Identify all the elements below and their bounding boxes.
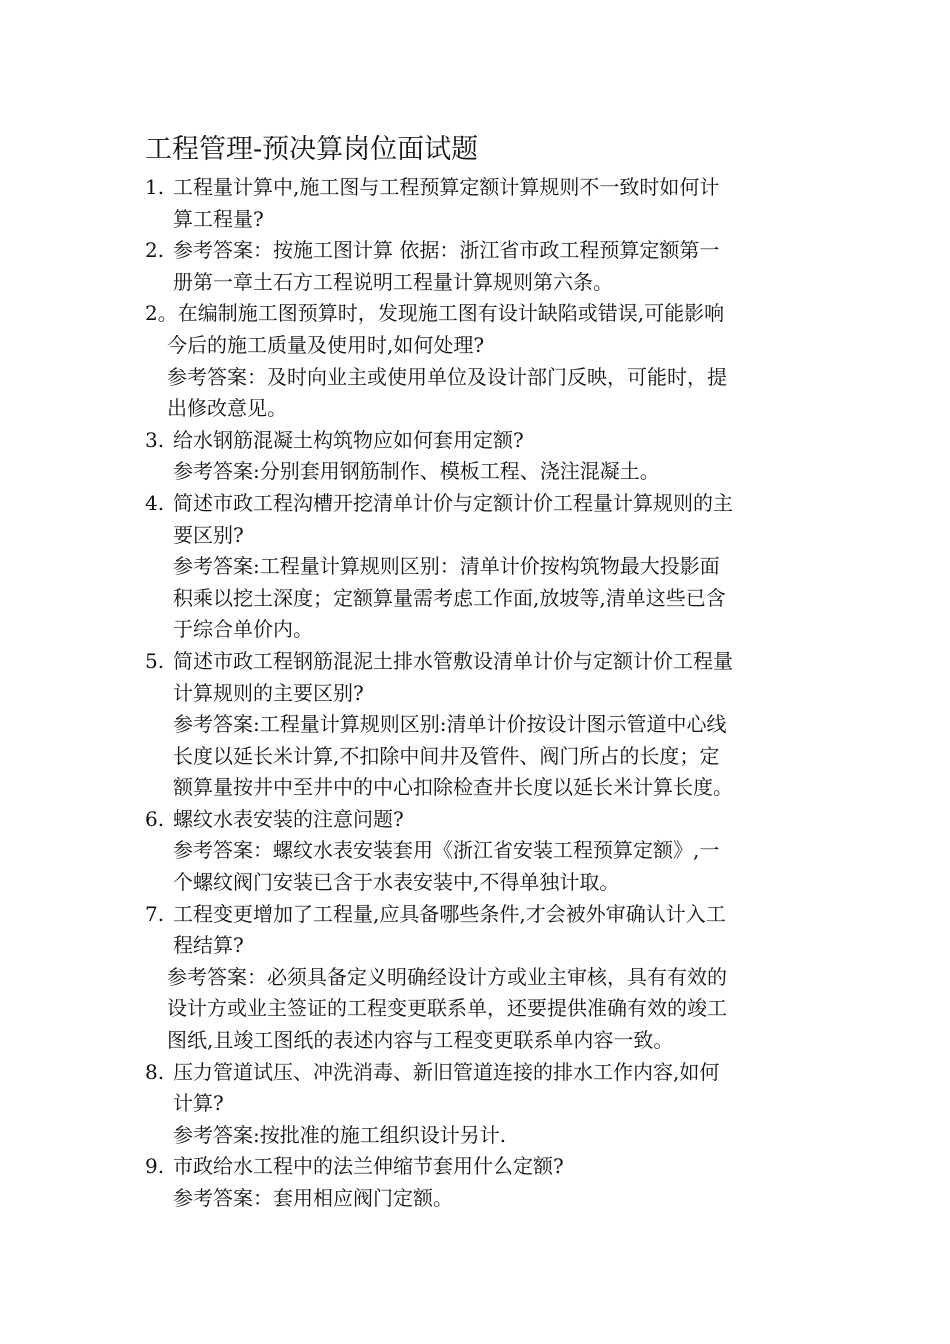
- line-text: 工程量计算中,施工图与工程预算定额计算规则不一致时如何计: [173, 175, 720, 199]
- text-line: [145, 172, 813, 204]
- text-line: [145, 520, 813, 552]
- text-line: [145, 488, 813, 520]
- line-text: 于综合单价内。: [173, 617, 313, 642]
- text-line: [145, 1057, 813, 1089]
- line-text: 参考答案：按施工图计算 依据：浙江省市政工程预算定额第一: [173, 238, 720, 263]
- line-text: 参考答案:工程量计算规则区别：清单计价按构筑物最大投影面: [173, 554, 720, 579]
- text-line: [145, 583, 813, 615]
- text-line: [145, 678, 813, 710]
- line-text: 参考答案：及时向业主或使用单位及设计部门反映，可能时，提: [167, 364, 727, 389]
- text-line: [145, 930, 813, 962]
- text-line: [145, 899, 813, 931]
- text-line: [145, 267, 813, 299]
- text-line: [145, 362, 813, 394]
- text-line: [145, 393, 813, 425]
- line-text: 参考答案：套用相应阀门定额。: [173, 1186, 453, 1210]
- item-number: 5.: [145, 648, 165, 673]
- line-text: 积乘以挖土深度；定额算量需考虑工作面,放坡等,清单这些已含: [173, 585, 726, 610]
- line-text: 今后的施工质量及使用时,如何处理?: [167, 332, 485, 357]
- item-number: 2.: [145, 238, 165, 263]
- text-line: [145, 1183, 813, 1215]
- text-line: [145, 235, 813, 267]
- line-text: 程结算?: [173, 933, 244, 958]
- line-text: 要区别?: [173, 522, 244, 547]
- text-line: [145, 298, 813, 330]
- text-line: [145, 1088, 813, 1120]
- line-text: 市政给水工程中的法兰伸缩节套用什么定额?: [173, 1154, 564, 1179]
- text-line: [145, 741, 813, 773]
- item-number: 6.: [145, 806, 165, 831]
- line-text: 个螺纹阀门安装已含于水表安装中,不得单独计取。: [173, 870, 620, 895]
- line-text: 参考答案:按批准的施工组织设计另计.: [173, 1122, 507, 1147]
- text-line: [145, 1151, 813, 1183]
- text-line: [145, 709, 813, 741]
- item-number: 3.: [145, 427, 165, 452]
- text-line: [145, 962, 813, 994]
- line-text: 2。在编制施工图预算时，发现施工图有设计缺陷或错误,可能影响: [145, 301, 725, 326]
- item-number: 8.: [145, 1059, 165, 1084]
- text-line: [145, 456, 813, 488]
- document-title: 工程管理-预决算岗位面试题: [145, 134, 479, 165]
- text-line: [145, 551, 813, 583]
- line-text: 计算规则的主要区别?: [173, 680, 364, 705]
- text-line: [145, 646, 813, 678]
- line-text: 参考答案：必须具备定义明确经设计方或业主审核，具有有效的: [167, 964, 727, 989]
- line-text: 设计方或业主签证的工程变更联系单，还要提供准确有效的竣工: [167, 996, 727, 1021]
- line-text: 出修改意见。: [167, 396, 287, 421]
- line-text: 简述市政工程沟槽开挖清单计价与定额计价工程量计算规则的主: [173, 490, 733, 515]
- line-text: 长度以延长米计算,不扣除中间井及管件、阀门所占的长度；定: [173, 743, 720, 768]
- line-text: 册第一章土石方工程说明工程量计算规则第六条。: [173, 269, 613, 294]
- line-text: 额算量按井中至井中的中心扣除检查井长度以延长米计算长度。: [173, 775, 733, 800]
- text-line: [145, 835, 813, 867]
- line-text: 计算?: [173, 1091, 224, 1116]
- item-number: 7.: [145, 901, 165, 926]
- line-text: 参考答案:工程量计算规则区别:清单计价按设计图示管道中心线: [173, 712, 727, 737]
- line-text: 参考答案：螺纹水表安装套用《浙江省安装工程预算定额》,一: [173, 838, 720, 863]
- line-text: 参考答案:分别套用钢筋制作、模板工程、浇注混凝土。: [173, 459, 660, 484]
- text-line: [145, 1120, 813, 1152]
- line-text: 工程变更增加了工程量,应具备哪些条件,才会被外审确认计入工: [173, 901, 726, 926]
- text-line: [145, 614, 813, 646]
- text-line: [145, 330, 813, 362]
- item-number: 9.: [145, 1154, 165, 1179]
- line-text: 螺纹水表安装的注意问题?: [173, 806, 404, 831]
- line-text: 压力管道试压、冲洗消毒、新旧管道连接的排水工作内容,如何: [173, 1059, 720, 1084]
- line-text: 算工程量?: [173, 206, 264, 231]
- text-line: [145, 204, 813, 236]
- item-number: 1.: [145, 175, 165, 199]
- text-line: [145, 867, 813, 899]
- line-text: 简述市政工程钢筋混泥土排水管敷设清单计价与定额计价工程量: [173, 648, 733, 673]
- text-line: [145, 772, 813, 804]
- text-line: [145, 804, 813, 836]
- item-number: 4.: [145, 490, 165, 515]
- line-text: 图纸,且竣工图纸的表述内容与工程变更联系单内容一致。: [167, 1028, 674, 1053]
- text-line: [145, 1025, 813, 1057]
- line-text: 给水钢筋混凝土构筑物应如何套用定额?: [173, 427, 524, 452]
- document-body: [145, 172, 813, 1215]
- text-line: [145, 993, 813, 1025]
- text-line: [145, 425, 813, 457]
